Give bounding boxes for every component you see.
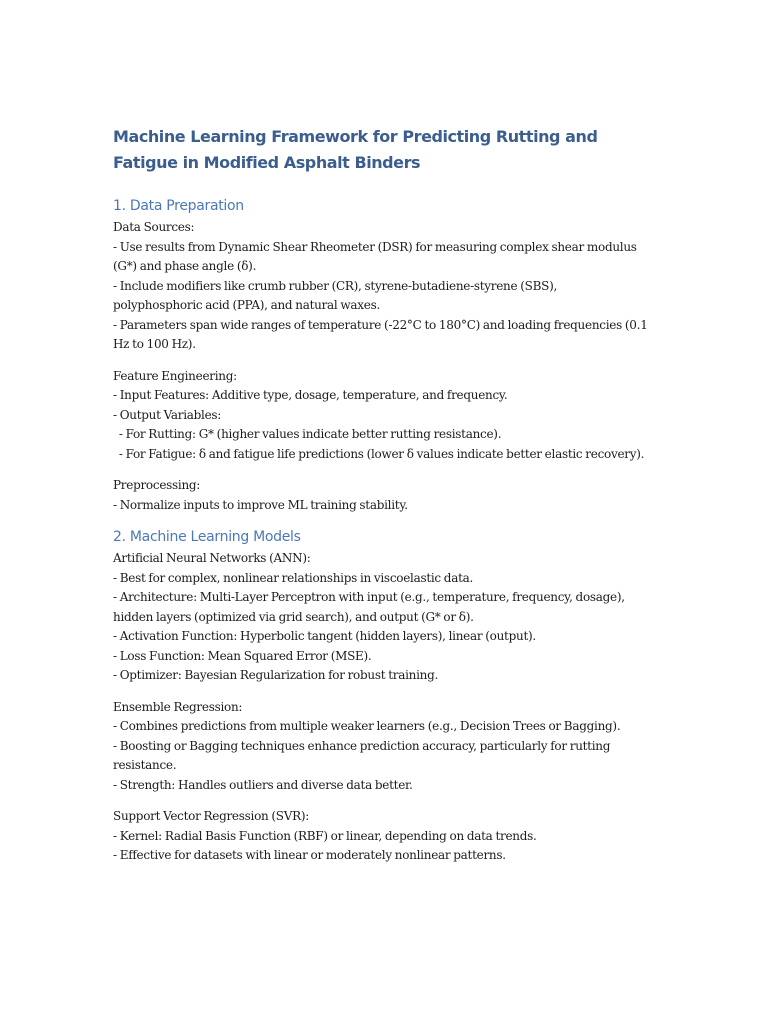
paragraph-line: - For Rutting: G* (higher values indicate better rutting resistance).	[113, 427, 502, 441]
paragraph-line: Artificial Neural Networks (ANN):	[113, 551, 311, 565]
paragraph-line: - Best for complex, nonlinear relationships in viscoelastic data.	[113, 570, 474, 585]
paragraph-line: - For Fatigue: δ and fatigue life predictions (lower δ values indicate better elastic recovery).	[113, 446, 645, 461]
paragraph-line: Feature Engineering:	[113, 368, 237, 383]
paragraph-ensemble-regression	[113, 698, 648, 796]
paragraph-line: Data Sources:	[113, 220, 195, 234]
paragraph-line: - Input Features: Additive type, dosage, temperature, and frequency.	[113, 388, 508, 402]
document-title: Machine Learning Framework for Predicting Rutting and Fatigue in Modified Asphalt Binders	[113, 127, 598, 172]
paragraph-line: - Effective for datasets with linear or moderately nonlinear patterns.	[113, 848, 506, 862]
paragraph-line: - Parameters span wide ranges of temperature (-22°C to 180°C) and loading frequencies (0.1 Hz to 100 Hz).	[113, 317, 651, 351]
section-machine-learning-models	[113, 527, 648, 866]
paragraph-line: - Activation Function: Hyperbolic tangent (hidden layers), linear (output).	[113, 629, 536, 643]
paragraph-line: - Output Variables:	[113, 407, 222, 422]
paragraph-ann	[113, 549, 648, 686]
paragraph-line: - Include modifiers like crumb rubber (CR), styrene-butadiene-styrene (SBS), polyphosphoric acid (PPA), and natural waxes.	[113, 278, 560, 312]
section-heading: 2. Machine Learning Models	[113, 529, 301, 545]
paragraph-data-sources	[113, 218, 651, 355]
paragraph-line: - Boosting or Bagging techniques enhance prediction accuracy, particularly for rutting resistance.	[113, 738, 614, 772]
paragraph-line: - Combines predictions from multiple weaker learners (e.g., Decision Trees or Bagging).	[113, 719, 621, 733]
paragraph-line: - Normalize inputs to improve ML training stability.	[113, 497, 408, 512]
paragraph-line: - Optimizer: Bayesian Regularization for robust training.	[113, 668, 439, 682]
paragraph-line: - Loss Function: Mean Squared Error (MSE).	[113, 648, 372, 663]
paragraph-line: Preprocessing:	[113, 478, 201, 492]
paragraph-line: Ensemble Regression:	[113, 699, 243, 714]
paragraph-line: - Use results from Dynamic Shear Rheometer (DSR) for measuring complex shear modulus (G*) and phase angle (δ).	[113, 239, 640, 273]
paragraph-line: - Strength: Handles outliers and diverse data better.	[113, 777, 413, 792]
section-heading: 1. Data Preparation	[113, 198, 244, 214]
paragraph-feature-engineering	[113, 367, 648, 465]
paragraph-line: - Architecture: Multi-Layer Perceptron with input (e.g., temperature, frequency, dosage), hidden layers (optimized via grid search), and output (G* or δ).	[113, 590, 628, 624]
paragraph-line: Support Vector Regression (SVR):	[113, 809, 310, 823]
paragraph-svr	[113, 807, 648, 866]
paragraph-preprocessing	[113, 476, 648, 515]
section-data-preparation	[113, 196, 651, 515]
paragraph-line: - Kernel: Radial Basis Function (RBF) or linear, depending on data trends.	[113, 828, 537, 843]
